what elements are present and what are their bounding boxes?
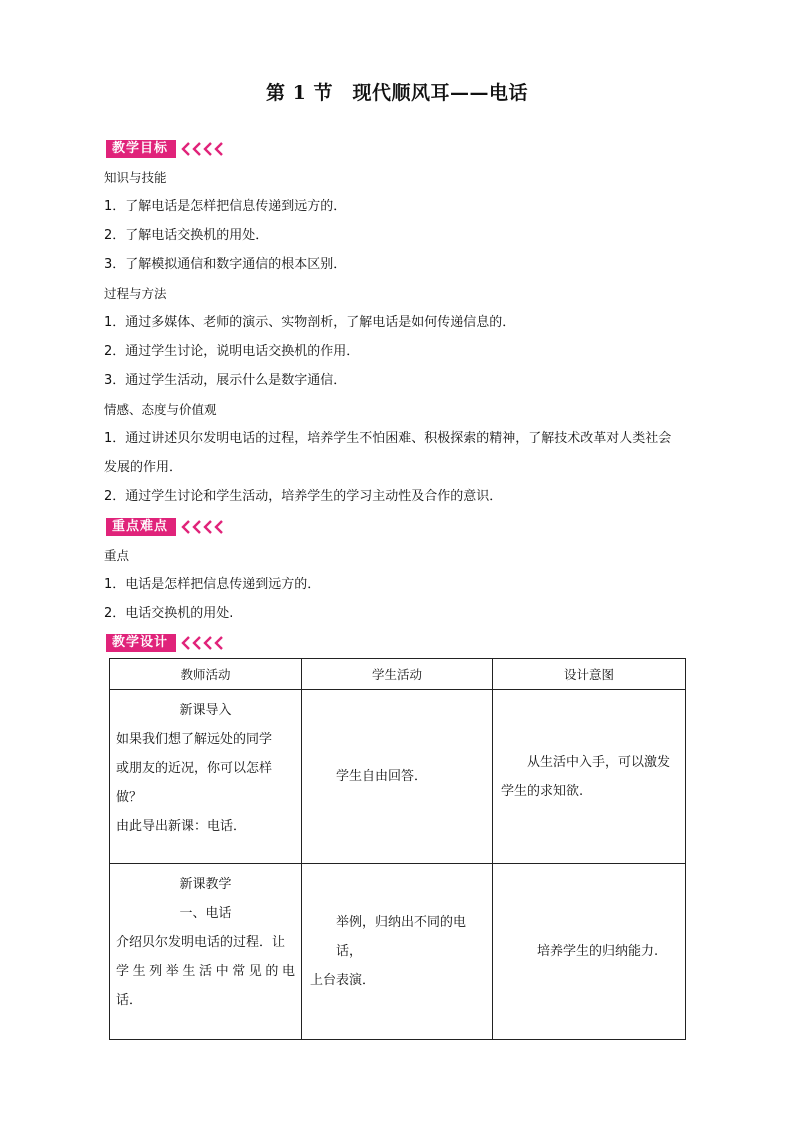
student-activity-cell — [302, 690, 493, 864]
student-activity-text: 上台表演． — [310, 973, 376, 988]
list-item: 1．电话是怎样把信息传递到远方的． — [104, 577, 321, 592]
activity-line: 由此导出新课：电话． — [116, 819, 247, 834]
column-header: 学生活动 — [302, 659, 493, 690]
intent-line: 学生的求知欲. — [501, 783, 584, 799]
subheading-knowledge: 知识与技能 — [104, 170, 167, 185]
section-label: 教学设计 — [106, 634, 176, 652]
subheading-emotion: 情感、态度与价值观 — [104, 402, 217, 417]
subheading-process: 过程与方法 — [104, 286, 167, 301]
section-header-design — [106, 634, 224, 652]
list-item: 3．了解模拟通信和数字通信的根本区别． — [104, 257, 347, 272]
list-item: 2．通过学生讨论和学生活动，培养学生的学习主动性及合作的意识． — [104, 489, 503, 504]
activity-line: 学生列举生活中常见的电 — [116, 964, 295, 979]
subheading-key: 重点 — [104, 548, 130, 563]
activity-line: 做？ — [116, 790, 143, 805]
list-item: 1．了解电话是怎样把信息传递到远方的． — [104, 199, 347, 214]
table-header-row — [110, 659, 686, 690]
section-header-objectives — [106, 140, 224, 158]
table-row — [110, 690, 686, 864]
section-label: 重点难点 — [106, 518, 176, 536]
design-intent-cell — [493, 864, 686, 1040]
teaching-design-table — [109, 658, 686, 1040]
list-item: 3．通过学生活动，展示什么是数字通信． — [104, 373, 347, 388]
section-label: 教学目标 — [106, 140, 176, 158]
activity-line: 话． — [116, 993, 143, 1008]
list-item-continued: 发展的作用． — [104, 460, 183, 475]
section-header-key-points — [106, 518, 224, 536]
teacher-activity-cell — [110, 690, 302, 864]
column-header: 教师活动 — [110, 659, 302, 690]
activity-title: 新课教学 — [179, 877, 232, 892]
activity-line: 或朋友的近况，你可以怎样 — [116, 761, 273, 776]
activity-subtitle: 一、电话 — [179, 906, 232, 921]
teacher-activity-cell — [110, 864, 302, 1040]
column-header: 设计意图 — [493, 659, 686, 690]
chevron-left-icon — [180, 142, 224, 156]
list-item: 1．通过多媒体、老师的演示、实物剖析，了解电话是如何传递信息的． — [104, 315, 516, 330]
activity-title: 新课导入 — [179, 703, 232, 718]
page-title: 第 1 节 现代顺风耳——电话 — [266, 82, 528, 104]
activity-line: 如果我们想了解远处的同学 — [116, 732, 273, 747]
activity-line: 介绍贝尔发明电话的过程．让 — [116, 935, 286, 950]
chevron-left-icon — [180, 520, 224, 534]
list-item: 2．通过学生讨论，说明电话交换机的作用． — [104, 344, 360, 359]
list-item: 2．了解电话交换机的用处． — [104, 228, 269, 243]
intent-line: 从生活中入手，可以激发 — [527, 754, 671, 770]
student-activity-text: 举例，归纳出不同的电话， — [336, 915, 467, 959]
list-item: 1．通过讲述贝尔发明电话的过程，培养学生不怕困难、积极探索的精神，了解技术改革对人类社会 — [104, 431, 672, 446]
chevron-left-icon — [180, 636, 224, 650]
list-item: 2．电话交换机的用处. — [104, 606, 234, 621]
student-activity-text: 学生自由回答． — [336, 769, 428, 784]
design-intent-cell — [493, 690, 686, 864]
table-row — [110, 864, 686, 1040]
intent-line: 培养学生的归纳能力. — [537, 944, 659, 959]
student-activity-cell — [302, 864, 493, 1040]
